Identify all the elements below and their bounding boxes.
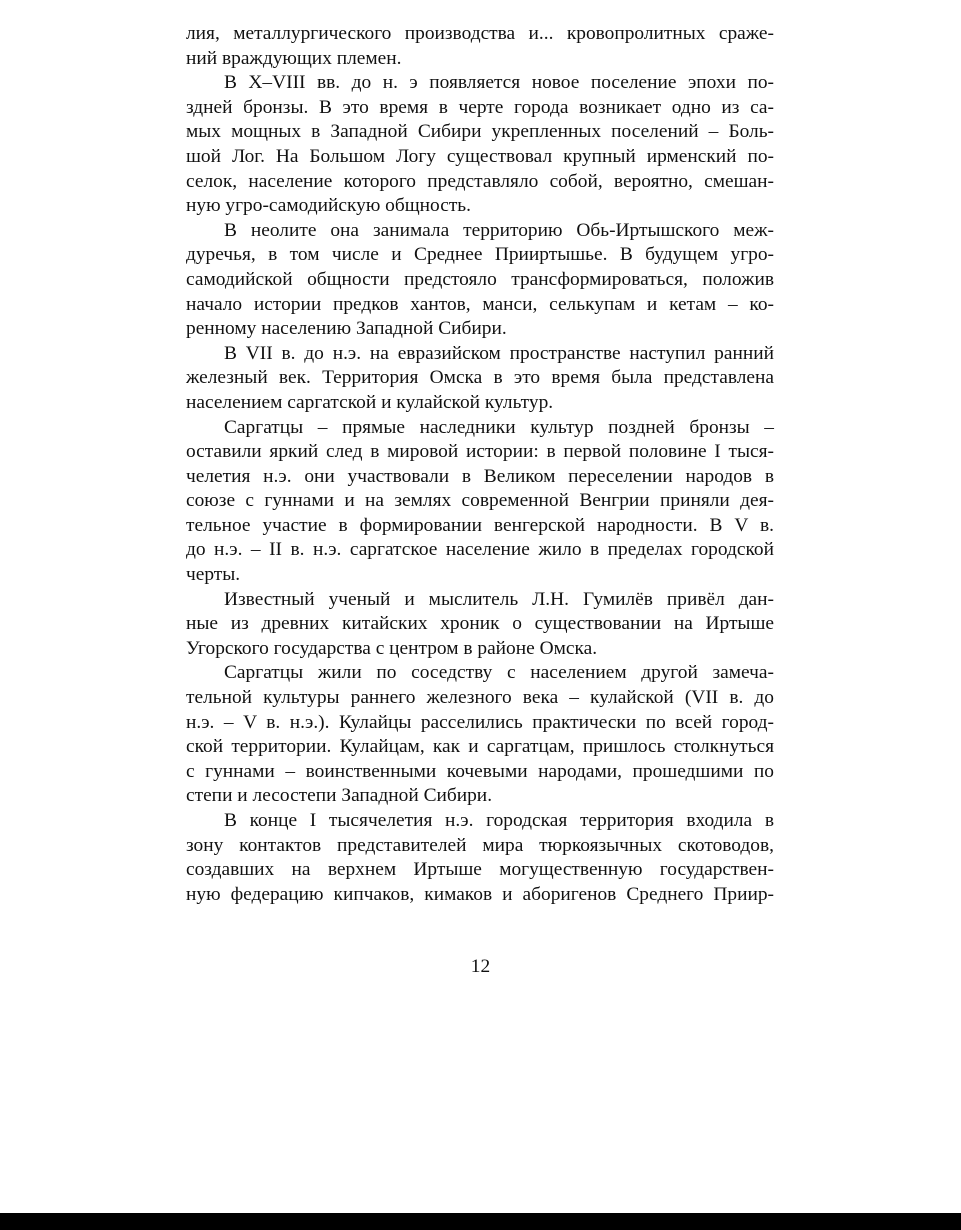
text-line: селок, население которого представляло собой, вероятно, смешан-: [186, 170, 774, 192]
text-line: тельной культуры раннего железного века – кулайской (VII в. до: [186, 687, 774, 709]
text-line: дуречья, в том числе и Среднее Прииртышье. В будущем угро-: [186, 244, 774, 266]
paragraph: [186, 22, 774, 71]
paragraph: [186, 661, 774, 809]
paragraph: [186, 809, 774, 907]
text-line: оставили яркий след в мировой истории: в первой половине I тыся-: [186, 441, 774, 463]
text-line: В X–VIII вв. до н. э появляется новое поселение эпохи по-: [224, 72, 774, 94]
text-line: зону контактов представителей мира тюркоязычных скотоводов,: [186, 834, 774, 856]
text-line: тельное участие в формировании венгерской народности. В V в.: [186, 514, 774, 536]
text-line: Саргатцы – прямые наследники культур поздней бронзы –: [224, 416, 774, 438]
page-number: 12: [470, 956, 491, 977]
text-line: ской территории. Кулайцам, как и саргатцам, пришлось столкнуться: [186, 736, 774, 758]
text-line: степи и лесостепи Западной Сибири.: [186, 785, 493, 807]
text-line: Известный ученый и мыслитель Л.Н. Гумилёв привёл дан-: [224, 588, 774, 610]
paragraph: [186, 219, 774, 342]
text-line: Угорского государства с центром в районе Омска.: [186, 637, 598, 659]
text-line: железный век. Территория Омска в это время была представлена: [186, 367, 774, 389]
text-line: черты.: [186, 564, 241, 586]
text-line: ные из древних китайских хроник о существовании на Иртыше: [186, 613, 774, 635]
text-line: с гуннами – воинственными кочевыми народами, прошедшими по: [186, 760, 774, 782]
text-line: создавших на верхнем Иртыше могущественную государствен-: [186, 859, 774, 881]
paragraph: [186, 416, 774, 588]
text-line: начало истории предков хантов, манси, селькупам и кетам – ко-: [186, 293, 774, 315]
text-line: лия, металлургического производства и... кровопролитных сраже-: [186, 23, 774, 44]
text-line: самодийской общности предстояло трансформироваться, положив: [186, 268, 774, 290]
body-text: [186, 22, 774, 907]
text-line: ний враждующих племен.: [186, 47, 402, 69]
text-line: шой Лог. На Большом Логу существовал крупный ирменский по-: [186, 145, 774, 167]
text-line: н.э. – V в. н.э.). Кулайцы расселились практически по всей город-: [186, 711, 774, 733]
text-line: ную угро-самодийскую общность.: [186, 195, 471, 217]
text-line: ную федерацию кипчаков, кимаков и аборигенов Среднего Приир-: [186, 883, 774, 905]
paragraph: [186, 342, 774, 416]
text-line: В неолите она занимала территорию Обь-Иртышского меж-: [224, 219, 774, 241]
text-line: В VII в. до н.э. на евразийском пространстве наступил ранний: [224, 342, 774, 364]
paragraph: [186, 588, 774, 662]
paragraph: [186, 71, 774, 219]
scan-border: [0, 1213, 961, 1230]
text-line: В конце I тысячелетия н.э. городская территория входила в: [224, 810, 774, 831]
text-line: ренному населению Западной Сибири.: [186, 318, 507, 340]
text-line: союзе с гуннами и на землях современной Венгрии приняли дея-: [186, 490, 774, 512]
text-line: Саргатцы жили по соседству с населением другой замеча-: [224, 662, 774, 684]
text-line: челетия н.э. они участвовали в Великом переселении народов в: [186, 465, 774, 487]
text-line: здней бронзы. В это время в черте города возникает одно из са-: [186, 96, 774, 118]
text-line: населением саргатской и кулайской культур.: [186, 391, 554, 413]
text-line: до н.э. – II в. н.э. саргатское население жило в пределах городской: [186, 539, 774, 561]
text-line: мых мощных в Западной Сибири укрепленных поселений – Боль-: [186, 121, 774, 143]
